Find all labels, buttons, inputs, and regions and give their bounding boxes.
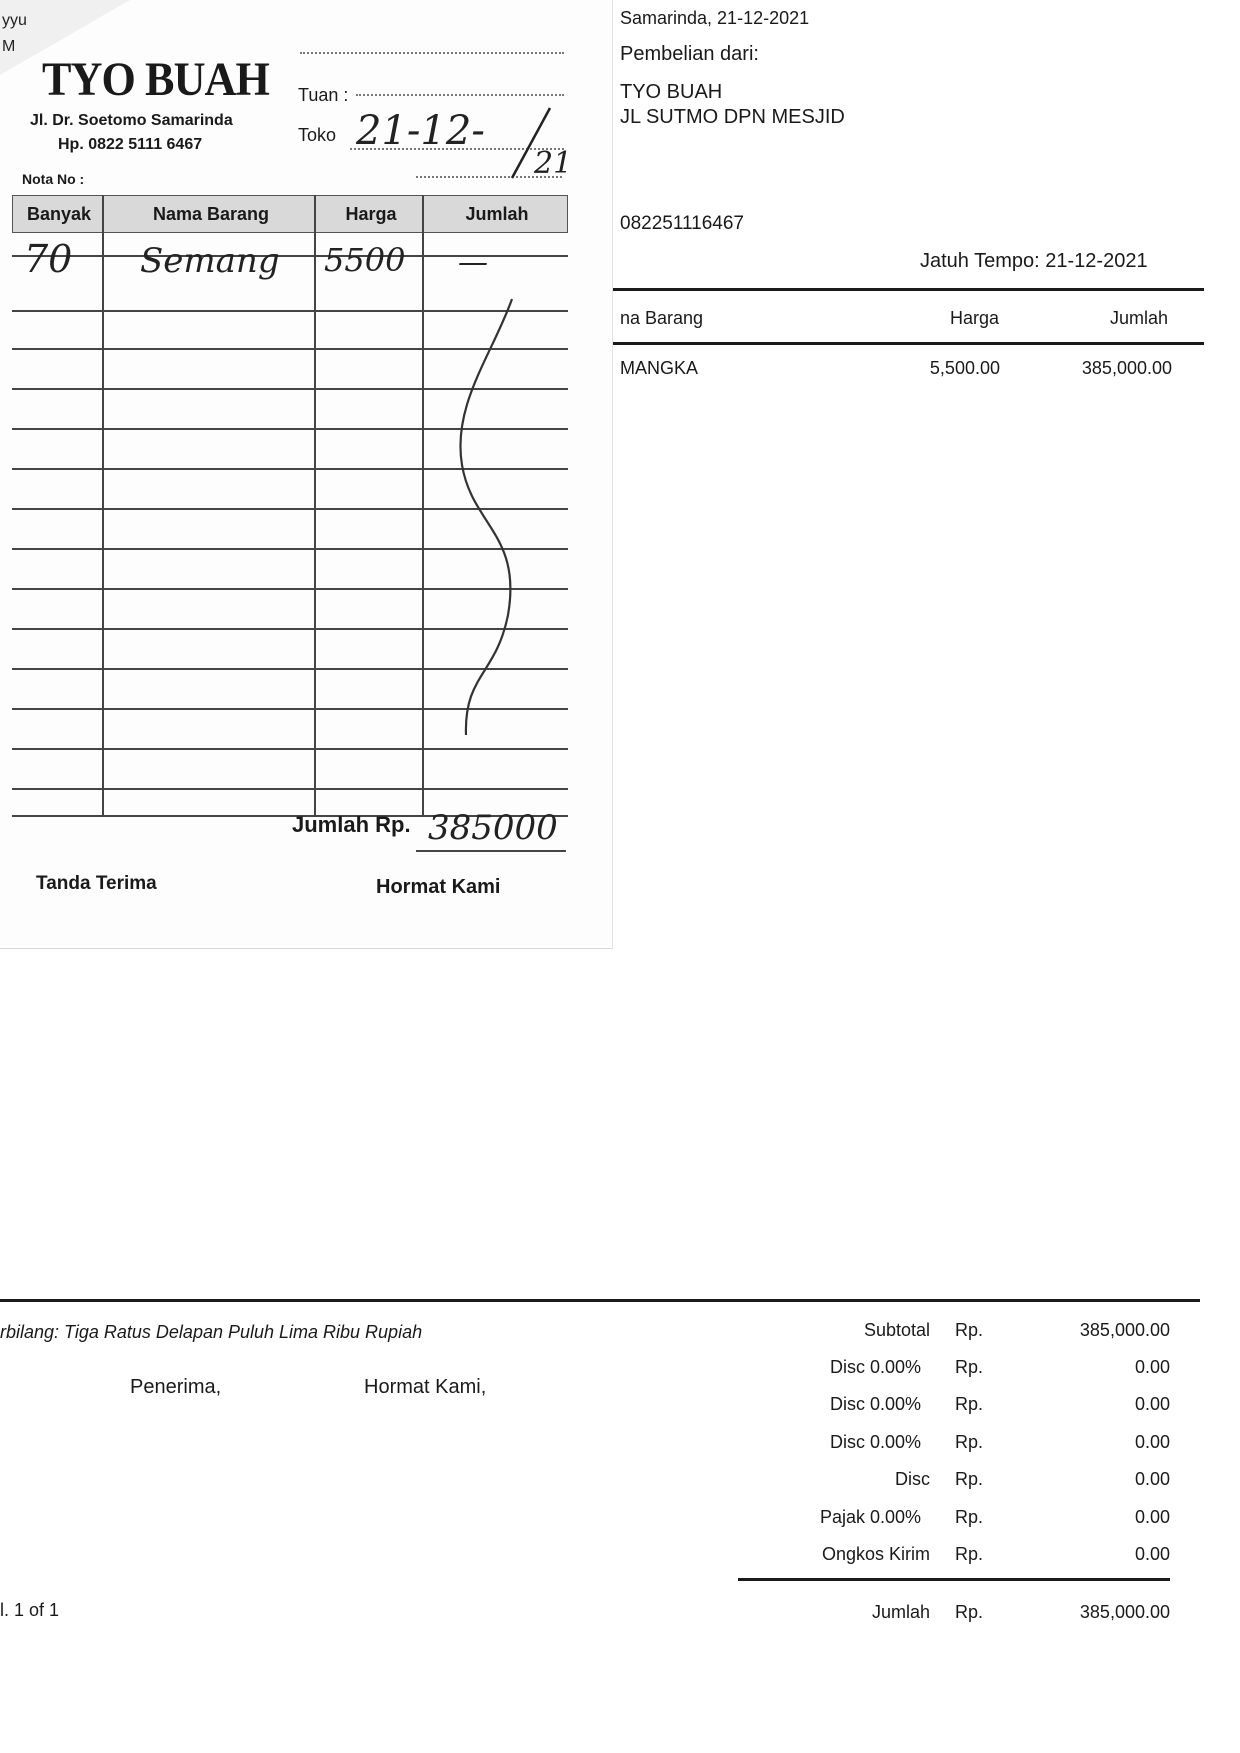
summary-label: Ongkos Kirim (821, 1544, 930, 1564)
handwritten-date: 21-12- (356, 108, 485, 154)
supplier-address: JL SUTMO DPN MESJID (620, 106, 845, 128)
store-phone: Hp. 0822 5111 6467 (58, 136, 203, 153)
summary-rule (738, 1578, 1170, 1581)
summary-value: 0.00 (1134, 1357, 1170, 1377)
summary-label: Disc (830, 1357, 865, 1377)
header-top-rule (612, 288, 1204, 291)
store-address: Jl. Dr. Soetomo Samarinda (30, 112, 233, 129)
purchase-from-label: Pembelian dari: (620, 43, 759, 65)
grand-total-value: 385,000.00 (1079, 1602, 1170, 1622)
corner-text-line-1: yyu (2, 12, 27, 29)
summary-value: 0.00 (1134, 1394, 1170, 1414)
row-qty: 70 (24, 237, 73, 281)
toko-label: Toko (298, 125, 337, 145)
col-header-price: Harga (950, 308, 1000, 328)
summary-currency: Rp. (955, 1432, 984, 1452)
line-item-amount: 385,000.00 (1081, 358, 1172, 378)
handwritten-year: 21 (534, 146, 573, 181)
summary-value: 385,000.00 (1079, 1320, 1170, 1340)
th-nama-barang: Nama Barang (152, 204, 270, 224)
summary-label: Disc (830, 1394, 865, 1414)
handwritten-squiggle (452, 295, 542, 835)
line-item-price: 5,500.00 (929, 358, 1000, 378)
summary-currency: Rp. (955, 1507, 984, 1527)
line-item-name: MANGKA (620, 358, 699, 378)
summary-percent: 0.00% (870, 1357, 922, 1377)
col-header-amount: Jumlah (1110, 308, 1169, 328)
corner-text (2, 8, 27, 60)
supplier-name: TYO BUAH (620, 81, 723, 103)
hormat-kami-label: Hormat Kami, (364, 1376, 487, 1398)
grand-total-label: Jumlah (871, 1602, 930, 1622)
receipt-slip (0, 0, 613, 949)
summary-value: 0.00 (1134, 1544, 1170, 1564)
invoice-place-date: Samarinda, 21-12-2021 (620, 8, 810, 28)
total-label: Jumlah Rp. (292, 812, 411, 837)
supplier-phone: 082251116467 (620, 213, 744, 234)
corner-text-line-2: M (2, 38, 16, 55)
footer-rule (0, 1299, 1200, 1302)
tanda-terima-label: Tanda Terima (36, 873, 157, 894)
tuan-dotted-line (356, 94, 564, 96)
tuan-label: Tuan : (298, 85, 349, 105)
table-header (12, 195, 568, 233)
th-banyak: Banyak (26, 204, 92, 224)
summary-value: 0.00 (1134, 1469, 1170, 1489)
penerima-label: Penerima, (130, 1376, 222, 1398)
total-underline (416, 850, 566, 852)
summary-currency: Rp. (955, 1394, 984, 1414)
th-harga: Harga (345, 204, 397, 224)
summary-percent: 0.00% (870, 1507, 922, 1527)
col-divider-3 (422, 195, 424, 815)
summary-currency: Rp. (955, 1469, 984, 1489)
col-header-item: na Barang (620, 308, 704, 328)
row-price: 5500 (324, 241, 406, 279)
summary-currency: Rp. (955, 1357, 984, 1377)
col-divider-1 (102, 195, 104, 815)
header-bottom-rule (612, 342, 1204, 345)
summary-label: Disc (830, 1432, 865, 1452)
col-divider-2 (314, 195, 316, 815)
summary-label: Pajak (819, 1507, 865, 1527)
summary-currency: Rp. (955, 1544, 984, 1564)
summary-currency: Rp. (955, 1320, 984, 1340)
nota-no-label: Nota No : (22, 171, 85, 187)
summary-value: 0.00 (1134, 1432, 1170, 1452)
terbilang-text: rbilang: Tiga Ratus Delapan Puluh Lima Ribu Rupiah (0, 1322, 423, 1342)
summary-percent: 0.00% (870, 1394, 922, 1414)
row-total: — (458, 245, 488, 280)
th-jumlah: Jumlah (465, 204, 529, 224)
dotted-line-top (300, 52, 564, 54)
summary-label: Disc (895, 1469, 930, 1489)
store-brand: TYO BUAH (42, 53, 269, 106)
total-handwritten: 385000 (428, 808, 558, 848)
hormat-kami-receipt-label: Hormat Kami (376, 876, 501, 898)
summary-percent: 0.00% (870, 1432, 922, 1452)
due-date: Jatuh Tempo: 21-12-2021 (920, 250, 1148, 272)
summary-label: Subtotal (863, 1320, 930, 1340)
summary-value: 0.00 (1134, 1507, 1170, 1527)
page-indicator: l. 1 of 1 (0, 1600, 60, 1620)
grand-total-currency: Rp. (955, 1602, 984, 1622)
row-item: Semang (140, 241, 280, 281)
